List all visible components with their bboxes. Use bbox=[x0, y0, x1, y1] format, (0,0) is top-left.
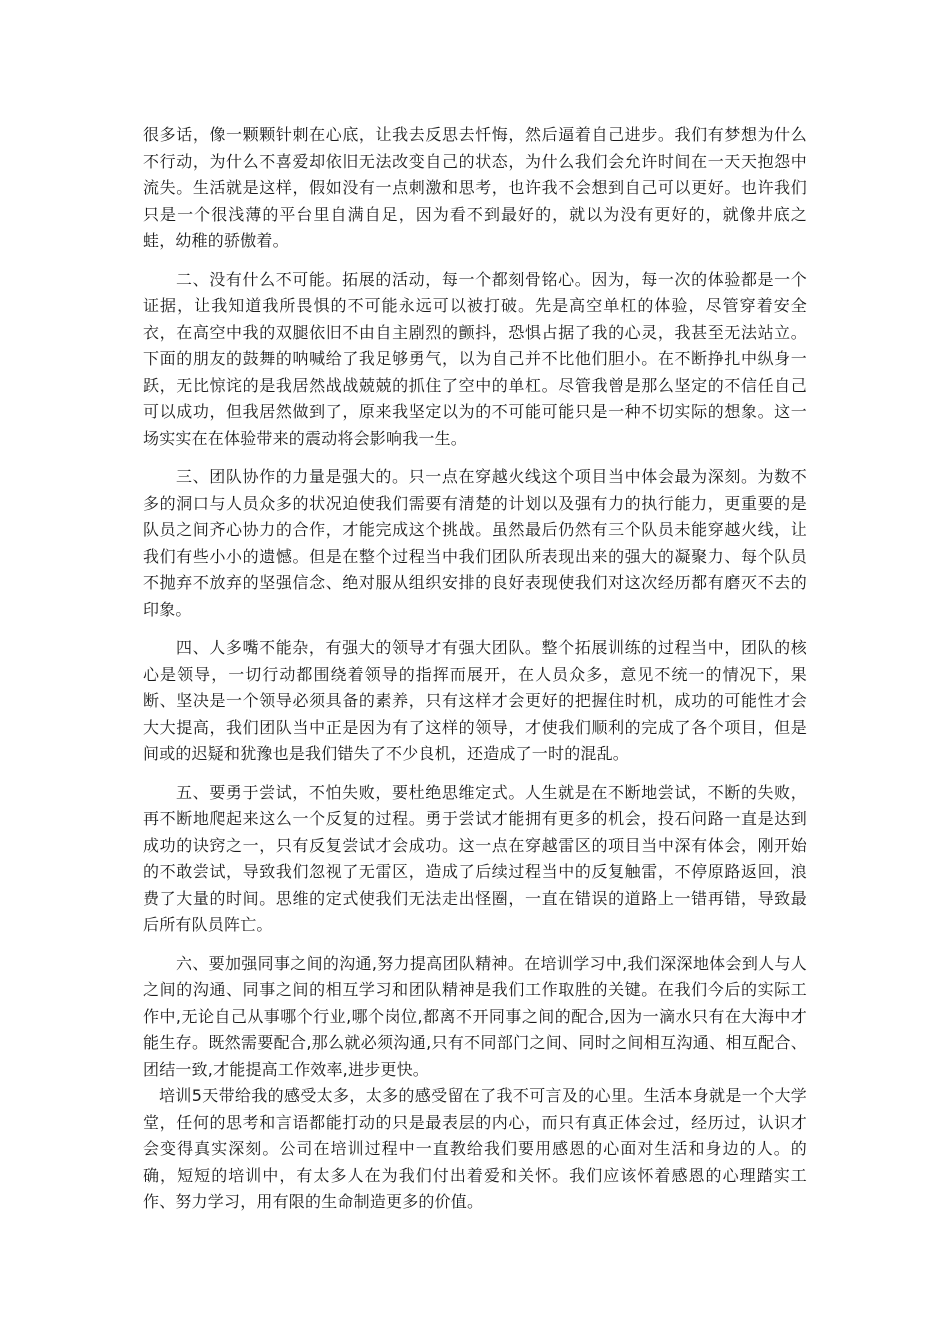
paragraph-point-6: 六、要加强同事之间的沟通,努力提高团队精神。在培训学习中,我们深深地体会到人与人之间的沟通、同事之间的相互学习和团队精神是我们工作取胜的关键。在我们今后的实际工作中,无论自己从事哪个行业,哪个岗位,都离不开同事之间的配合,因为一滴水只有在大海中才能生存。既然需要配合,那么就必须沟通,只有不同部门之间、同时之间相互沟通、相互配合、团结一致,才能提高工作效率,进步更快。 bbox=[143, 953, 807, 1079]
paragraph-point-5: 五、要勇于尝试，不怕失败，要杜绝思维定式。人生就是在不断地尝试，不断的失败，再不断地爬起来这么一个反复的过程。勇于尝试才能拥有更多的机会，投石问路一直是达到成功的诀窍之一，只有反复尝试才会成功。这一点在穿越雷区的项目当中深有体会，刚开始的不敢尝试，导致我们忽视了无雷区，造成了后续过程当中的反复触雷，不停原路返回，浪费了大量的时间。思维的定式使我们无法走出怪圈，一直在错误的道路上一错再错，导致最后所有队员阵亡。 bbox=[143, 782, 807, 934]
paragraph-intro: 很多话，像一颗颗针刺在心底，让我去反思去忏悔，然后逼着自己进步。我们有梦想为什么不行动，为什么不喜爱却依旧无法改变自己的状态，为什么我们会允许时间在一天天抱怨中流失。生活就是这样，假如没有一点刺激和思考，也许我不会想到自己可以更好。也许我们只是一个很浅薄的平台里自满自足，因为看不到最好的，就以为没有更好的，就像井底之蛙，幼稚的骄傲着。 bbox=[143, 125, 807, 250]
paragraph-conclusion: 培训5天带给我的感受太多，太多的感受留在了我不可言及的心里。生活本身就是一个大学堂，任何的思考和言语都能打动的只是最表层的内心，而只有真正体会过，经历过，认识才会变得真实深刻。公司在培训过程中一直教给我们要用感恩的心面对生活和身边的人。的确，短短的培训中，有太多人在为我们付出着爱和关怀。我们应该怀着感恩的心理踏实工作、努力学习，用有限的生命制造更多的价值。 bbox=[143, 1086, 807, 1211]
paragraph-point-3: 三、团队协作的力量是强大的。只一点在穿越火线这个项目当中体会最为深刻。为数不多的洞口与人员众多的状况迫使我们需要有清楚的计划以及强有力的执行能力，更重要的是队员之间齐心协力的合作，才能完成这个挑战。虽然最后仍然有三个队员未能穿越火线，让我们有些小小的遗憾。但是在整个过程当中我们团队所表现出来的强大的凝聚力、每个队员不抛弃不放弃的坚强信念、绝对服从组织安排的良好表现使我们对这次经历都有磨灭不去的印象。 bbox=[143, 467, 807, 619]
document-body bbox=[143, 122, 807, 1216]
paragraph-point-4: 四、人多嘴不能杂，有强大的领导才有强大团队。整个拓展训练的过程当中，团队的核心是领导，一切行动都围绕着领导的指挥而展开，在人员众多，意见不统一的情况下，果断、坚决是一个领导必须具备的素养，只有这样才会更好的把握住时机，成功的可能性才会大大提高，我们团队当中正是因为有了这样的领导，才使我们顺利的完成了各个项目，但是间或的迟疑和犹豫也是我们错失了不少良机，还造成了一时的混乱。 bbox=[143, 638, 807, 763]
paragraph-point-2: 二、没有什么不可能。拓展的活动，每一个都刻骨铭心。因为，每一次的体验都是一个证据，让我知道我所畏惧的不可能永远可以被打破。先是高空单杠的体验，尽管穿着安全衣，在高空中我的双腿依旧不由自主剧烈的颤抖，恐惧占据了我的心灵，我甚至无法站立。下面的朋友的鼓舞的呐喊给了我足够勇气，以为自己并不比他们胆小。在不断挣扎中纵身一跃，无比惊诧的是我居然战战兢兢的抓住了空中的单杠。尽管我曾是那么坚定的不信任自己可以成功，但我居然做到了，原来我坚定以为的不可能可能只是一种不切实际的想象。这一场实实在在体验带来的震动将会影响我一生。 bbox=[143, 269, 807, 448]
